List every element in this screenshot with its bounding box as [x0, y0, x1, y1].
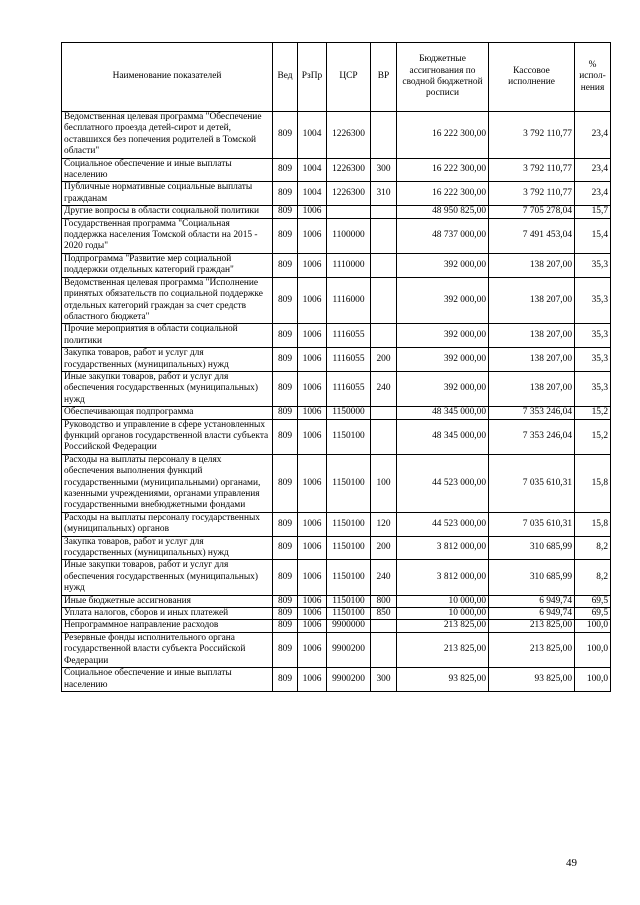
cell-budget: 48 345 000,00 — [397, 407, 489, 419]
cell-vr: 300 — [371, 158, 397, 182]
cell-rzpr: 1006 — [298, 253, 327, 277]
cell-csr: 1110000 — [327, 253, 371, 277]
cell-csr: 1226300 — [327, 182, 371, 206]
cell-vr: 120 — [371, 512, 397, 536]
header-cash: Кассовое исполнение — [489, 43, 575, 112]
cell-cash: 213 825,00 — [489, 632, 575, 667]
cell-name: Государственная программа "Социальная поддержка населения Томской области на 2015 - 2020 годы" — [62, 218, 273, 253]
table-row — [62, 632, 611, 667]
cell-budget: 392 000,00 — [397, 324, 489, 348]
cell-csr: 1150100 — [327, 536, 371, 560]
cell-pct: 35,3 — [575, 253, 611, 277]
cell-ved: 809 — [273, 419, 298, 454]
cell-rzpr: 1006 — [298, 608, 327, 620]
table-row — [62, 407, 611, 419]
cell-ved: 809 — [273, 348, 298, 372]
table-row — [62, 454, 611, 512]
cell-pct: 23,4 — [575, 112, 611, 159]
cell-name: Непрограммное направление расходов — [62, 620, 273, 632]
page-number: 49 — [566, 857, 577, 869]
cell-rzpr: 1006 — [298, 512, 327, 536]
cell-cash: 138 207,00 — [489, 324, 575, 348]
cell-ved: 809 — [273, 218, 298, 253]
cell-pct: 15,7 — [575, 206, 611, 218]
cell-pct: 15,4 — [575, 218, 611, 253]
cell-ved: 809 — [273, 512, 298, 536]
cell-ved: 809 — [273, 668, 298, 692]
table-row — [62, 560, 611, 595]
cell-vr — [371, 218, 397, 253]
cell-name: Социальное обеспечение и иные выплаты населению — [62, 668, 273, 692]
cell-ved: 809 — [273, 158, 298, 182]
cell-pct: 8,2 — [575, 536, 611, 560]
table-row — [62, 182, 611, 206]
cell-name: Иные закупки товаров, работ и услуг для обеспечения государственных (муниципальных) нужд — [62, 560, 273, 595]
cell-pct: 69,5 — [575, 595, 611, 607]
cell-vr — [371, 632, 397, 667]
cell-budget: 16 222 300,00 — [397, 112, 489, 159]
cell-pct: 35,3 — [575, 277, 611, 324]
cell-budget: 48 737 000,00 — [397, 218, 489, 253]
cell-rzpr: 1006 — [298, 324, 327, 348]
cell-budget: 16 222 300,00 — [397, 182, 489, 206]
cell-rzpr: 1006 — [298, 277, 327, 324]
cell-ved: 809 — [273, 454, 298, 512]
table-row — [62, 158, 611, 182]
table-row — [62, 371, 611, 406]
cell-ved: 809 — [273, 371, 298, 406]
cell-cash: 310 685,99 — [489, 536, 575, 560]
cell-ved: 809 — [273, 560, 298, 595]
cell-name: Обеспечивающая подпрограмма — [62, 407, 273, 419]
cell-rzpr: 1006 — [298, 595, 327, 607]
cell-pct: 23,4 — [575, 182, 611, 206]
cell-cash: 7 491 453,04 — [489, 218, 575, 253]
cell-budget: 44 523 000,00 — [397, 454, 489, 512]
cell-csr: 9900200 — [327, 668, 371, 692]
table-row — [62, 668, 611, 692]
cell-csr: 1226300 — [327, 158, 371, 182]
budget-execution-table — [61, 42, 611, 692]
cell-rzpr: 1006 — [298, 560, 327, 595]
cell-rzpr: 1004 — [298, 158, 327, 182]
cell-name: Уплата налогов, сборов и иных платежей — [62, 608, 273, 620]
table-row — [62, 112, 611, 159]
cell-vr — [371, 206, 397, 218]
cell-cash: 3 792 110,77 — [489, 158, 575, 182]
cell-ved: 809 — [273, 253, 298, 277]
cell-pct: 15,8 — [575, 454, 611, 512]
cell-budget: 392 000,00 — [397, 253, 489, 277]
cell-csr: 1150100 — [327, 608, 371, 620]
cell-name: Резервные фонды исполнительного органа государственной власти субъекта Российской Федерации — [62, 632, 273, 667]
cell-name: Ведомственная целевая программа "Обеспечение бесплатного проезда детей-сирот и детей, оставшихся без попечения родителей в Томской области" — [62, 112, 273, 159]
cell-name: Подпрограмма "Развитие мер социальной поддержки отдельных категорий граждан" — [62, 253, 273, 277]
cell-name: Социальное обеспечение и иные выплаты населению — [62, 158, 273, 182]
cell-rzpr: 1004 — [298, 182, 327, 206]
cell-pct: 23,4 — [575, 158, 611, 182]
cell-rzpr: 1006 — [298, 419, 327, 454]
header-pct: % испол-нения — [575, 43, 611, 112]
cell-name: Руководство и управление в сфере установленных функций органов государственной власти субъекта Российской Федерации — [62, 419, 273, 454]
table-row — [62, 512, 611, 536]
cell-pct: 100,0 — [575, 632, 611, 667]
cell-name: Иные бюджетные ассигнования — [62, 595, 273, 607]
cell-name: Публичные нормативные социальные выплаты гражданам — [62, 182, 273, 206]
table-row — [62, 620, 611, 632]
cell-vr — [371, 277, 397, 324]
cell-cash: 7 353 246,04 — [489, 407, 575, 419]
cell-budget: 93 825,00 — [397, 668, 489, 692]
cell-cash: 3 792 110,77 — [489, 112, 575, 159]
cell-vr — [371, 112, 397, 159]
cell-ved: 809 — [273, 632, 298, 667]
cell-cash: 3 792 110,77 — [489, 182, 575, 206]
table-row — [62, 348, 611, 372]
cell-pct: 15,8 — [575, 512, 611, 536]
header-name: Наименование показателей — [62, 43, 273, 112]
cell-cash: 138 207,00 — [489, 277, 575, 324]
cell-vr — [371, 324, 397, 348]
cell-vr: 200 — [371, 348, 397, 372]
cell-csr: 1150100 — [327, 454, 371, 512]
cell-rzpr: 1006 — [298, 407, 327, 419]
cell-ved: 809 — [273, 536, 298, 560]
cell-cash: 7 035 610,31 — [489, 512, 575, 536]
cell-pct: 8,2 — [575, 560, 611, 595]
table-header-row — [62, 43, 611, 112]
cell-cash: 138 207,00 — [489, 348, 575, 372]
cell-budget: 392 000,00 — [397, 371, 489, 406]
cell-vr — [371, 620, 397, 632]
cell-cash: 138 207,00 — [489, 253, 575, 277]
cell-name: Иные закупки товаров, работ и услуг для обеспечения государственных (муниципальных) нужд — [62, 371, 273, 406]
cell-name: Расходы на выплаты персоналу в целях обеспечения выполнения функций государственными (муниципальными) органами, казенными учреждениями, органами управления государственными внебюджетными фондами — [62, 454, 273, 512]
cell-vr: 850 — [371, 608, 397, 620]
cell-cash: 93 825,00 — [489, 668, 575, 692]
header-vr: ВР — [371, 43, 397, 112]
table-row — [62, 419, 611, 454]
cell-budget: 213 825,00 — [397, 632, 489, 667]
cell-vr: 200 — [371, 536, 397, 560]
cell-budget: 16 222 300,00 — [397, 158, 489, 182]
cell-budget: 213 825,00 — [397, 620, 489, 632]
cell-ved: 809 — [273, 608, 298, 620]
cell-cash: 7 035 610,31 — [489, 454, 575, 512]
cell-pct: 35,3 — [575, 348, 611, 372]
cell-vr: 310 — [371, 182, 397, 206]
cell-cash: 7 705 278,04 — [489, 206, 575, 218]
cell-name: Закупка товаров, работ и услуг для государственных (муниципальных) нужд — [62, 348, 273, 372]
cell-name: Расходы на выплаты персоналу государственных (муниципальных) органов — [62, 512, 273, 536]
cell-name: Ведомственная целевая программа "Исполнение принятых обязательств по социальной поддержке отдельных категорий граждан за счет средств областного бюджета" — [62, 277, 273, 324]
cell-cash: 213 825,00 — [489, 620, 575, 632]
cell-csr: 1150100 — [327, 560, 371, 595]
cell-rzpr: 1006 — [298, 206, 327, 218]
cell-rzpr: 1006 — [298, 632, 327, 667]
cell-vr: 240 — [371, 560, 397, 595]
header-budget: Бюджетные ассигнования по сводной бюджетной росписи — [397, 43, 489, 112]
cell-rzpr: 1006 — [298, 348, 327, 372]
cell-pct: 15,2 — [575, 407, 611, 419]
cell-name: Закупка товаров, работ и услуг для государственных (муниципальных) нужд — [62, 536, 273, 560]
cell-pct: 69,5 — [575, 608, 611, 620]
cell-csr: 1226300 — [327, 112, 371, 159]
table-row — [62, 218, 611, 253]
cell-vr — [371, 407, 397, 419]
cell-budget: 48 950 825,00 — [397, 206, 489, 218]
cell-csr: 9900200 — [327, 632, 371, 667]
cell-vr — [371, 253, 397, 277]
table-row — [62, 608, 611, 620]
cell-rzpr: 1006 — [298, 536, 327, 560]
cell-csr: 1116000 — [327, 277, 371, 324]
cell-vr: 800 — [371, 595, 397, 607]
cell-ved: 809 — [273, 112, 298, 159]
cell-pct: 100,0 — [575, 668, 611, 692]
cell-rzpr: 1006 — [298, 620, 327, 632]
cell-pct: 100,0 — [575, 620, 611, 632]
cell-rzpr: 1006 — [298, 371, 327, 406]
table-row — [62, 277, 611, 324]
cell-csr: 1100000 — [327, 218, 371, 253]
cell-budget: 3 812 000,00 — [397, 536, 489, 560]
cell-csr: 1150100 — [327, 419, 371, 454]
cell-ved: 809 — [273, 277, 298, 324]
cell-budget: 48 345 000,00 — [397, 419, 489, 454]
header-csr: ЦСР — [327, 43, 371, 112]
cell-csr: 1116055 — [327, 348, 371, 372]
cell-ved: 809 — [273, 324, 298, 348]
cell-csr — [327, 206, 371, 218]
cell-rzpr: 1006 — [298, 218, 327, 253]
cell-cash: 310 685,99 — [489, 560, 575, 595]
cell-name: Прочие мероприятия в области социальной политики — [62, 324, 273, 348]
cell-vr: 300 — [371, 668, 397, 692]
cell-pct: 35,3 — [575, 371, 611, 406]
table-row — [62, 206, 611, 218]
header-rzpr: РзПр — [298, 43, 327, 112]
cell-budget: 10 000,00 — [397, 608, 489, 620]
cell-rzpr: 1004 — [298, 112, 327, 159]
cell-budget: 44 523 000,00 — [397, 512, 489, 536]
cell-ved: 809 — [273, 206, 298, 218]
cell-budget: 392 000,00 — [397, 277, 489, 324]
table-row — [62, 253, 611, 277]
cell-ved: 809 — [273, 407, 298, 419]
cell-budget: 3 812 000,00 — [397, 560, 489, 595]
cell-pct: 35,3 — [575, 324, 611, 348]
table-body — [62, 112, 611, 692]
cell-ved: 809 — [273, 620, 298, 632]
cell-cash: 6 949,74 — [489, 608, 575, 620]
cell-name: Другие вопросы в области социальной политики — [62, 206, 273, 218]
cell-cash: 7 353 246,04 — [489, 419, 575, 454]
cell-budget: 392 000,00 — [397, 348, 489, 372]
cell-vr: 100 — [371, 454, 397, 512]
cell-csr: 1150100 — [327, 512, 371, 536]
cell-cash: 6 949,74 — [489, 595, 575, 607]
cell-pct: 15,2 — [575, 419, 611, 454]
cell-budget: 10 000,00 — [397, 595, 489, 607]
cell-vr — [371, 419, 397, 454]
header-ved: Вед — [273, 43, 298, 112]
table-row — [62, 595, 611, 607]
cell-ved: 809 — [273, 182, 298, 206]
cell-cash: 138 207,00 — [489, 371, 575, 406]
table-row — [62, 324, 611, 348]
table-row — [62, 536, 611, 560]
cell-csr: 9900000 — [327, 620, 371, 632]
cell-csr: 1116055 — [327, 324, 371, 348]
cell-vr: 240 — [371, 371, 397, 406]
cell-rzpr: 1006 — [298, 668, 327, 692]
cell-rzpr: 1006 — [298, 454, 327, 512]
cell-ved: 809 — [273, 595, 298, 607]
cell-csr: 1116055 — [327, 371, 371, 406]
cell-csr: 1150000 — [327, 407, 371, 419]
cell-csr: 1150100 — [327, 595, 371, 607]
